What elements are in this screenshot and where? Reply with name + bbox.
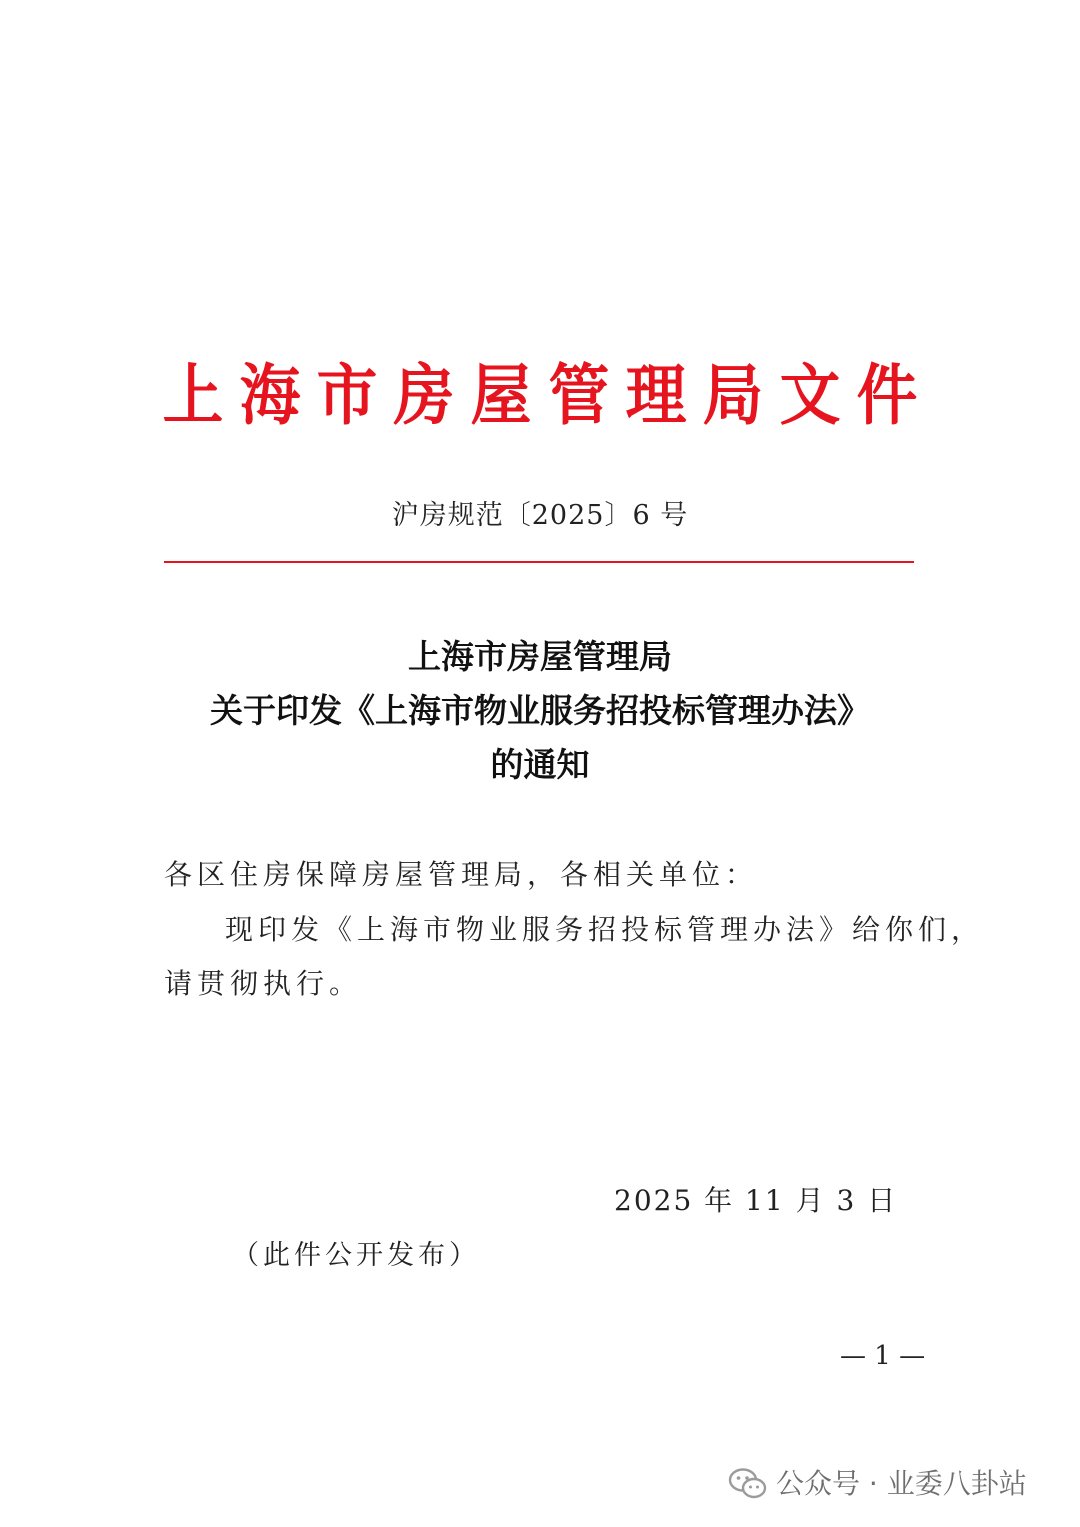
- salutation: 各区住房保障房屋管理局，各相关单位：: [164, 858, 759, 891]
- page-number: — 1 —: [840, 1341, 926, 1371]
- header-char: 件: [856, 356, 918, 434]
- header-char: 房: [393, 356, 455, 434]
- watermark-text: 公众号 · 业委八卦站: [776, 1467, 1027, 1500]
- document-number: 沪房规范〔2025〕6 号: [391, 500, 689, 531]
- header-char: 市: [316, 356, 378, 434]
- header-char: 局: [702, 356, 764, 434]
- header-char: 文: [779, 356, 841, 434]
- header-char: 海: [239, 356, 301, 434]
- body-paragraph-line: 请贯彻执行。: [164, 967, 363, 1000]
- header-char: 屋: [471, 356, 532, 434]
- header-char: 管: [548, 356, 609, 434]
- notice-title-line: 上海市房屋管理局: [408, 637, 672, 676]
- wechat-icon: [728, 1467, 768, 1501]
- issuer-header-title: [160, 350, 920, 440]
- issue-date: 2025 年 11 月 3 日: [614, 1184, 898, 1217]
- header-char: 上: [162, 356, 224, 434]
- header-divider: [164, 561, 914, 563]
- notice-title-line: 的通知: [490, 745, 590, 784]
- header-char: 理: [625, 356, 687, 434]
- watermark: [728, 1462, 1027, 1506]
- body-paragraph-line: 现印发《上海市物业服务招投标管理办法》给你们，: [225, 913, 985, 946]
- release-note: （此件公开发布）: [232, 1240, 480, 1271]
- notice-title-line: 关于印发《上海市物业服务招投标管理办法》: [210, 691, 870, 730]
- notice-title: [0, 630, 1080, 792]
